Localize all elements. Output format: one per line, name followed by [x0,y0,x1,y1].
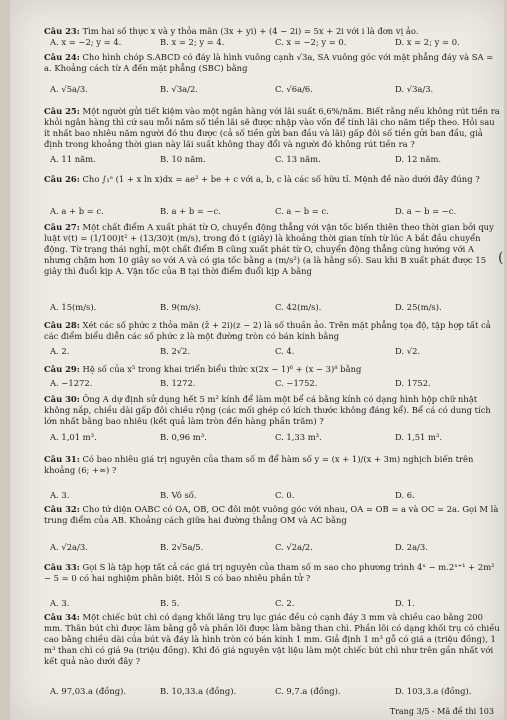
question-23: Câu 23: Tìm hai số thực x và y thỏa mãn (3x + yi) + (4 − 2i) = 5x + 2i với i là đơn vị ảo. [44,26,419,36]
option-c: C. −1752. [275,378,318,388]
option-c: C. 0. [275,490,295,500]
option-d: D. a − b = −c. [395,206,457,216]
option-a: A. 97,03.a (đồng). [50,686,127,696]
options-24 [50,84,500,95]
option-c: C. 9,7.a (đồng). [275,686,341,696]
options-31 [50,490,500,501]
question-31: Câu 31: Có bao nhiêu giá trị nguyên của tham số m để hàm số y = (x + 1)/(x + 3m) nghịch biến trên khoảng (6; +∞) ? [44,454,474,475]
option-d: D. 25(m/s). [395,302,442,312]
options-34 [50,686,500,697]
option-b: B. a + b = −c. [160,206,221,216]
options-32 [50,542,500,553]
option-b: B. 10 năm. [160,154,206,164]
option-a: A. 3. [50,598,70,608]
option-c: C. 1,33 m³. [275,432,322,442]
options-28 [50,346,500,357]
option-b: B. Vô số. [160,490,197,500]
option-c: C. 2. [275,598,295,608]
option-b: B. 0,96 m³. [160,432,207,442]
option-d: D. √3a/3. [395,84,434,94]
option-a: A. √5a/3. [50,84,88,94]
question-26: Câu 26: Cho ∫₁ᵉ (1 + x ln x)dx = ae² + be + c với a, b, c là các số hữu tỉ. Mệnh đề nào dưới đây đúng ? [44,174,480,184]
option-b: B. 5. [160,598,180,608]
option-b: B. x = 2; y = 4. [160,37,225,47]
option-b: B. 2√2. [160,346,191,356]
page-footer: Trang 3/5 - Mã đề thi 103 [389,707,494,716]
question-34: Câu 34: Một chiếc bút chì có dạng khối lăng trụ lục giác đều có cạnh đáy 3 mm và chiều cao bằng 200 mm. Thân bút chì được làm bằng gỗ và phần lõi được làm bằng than chì. Phần lõi có dạng khối trụ có chiều cao bằng chiều dài của bút và đáy là hình tròn có bán kính 1 mm. Giả định 1 m³ gỗ có giá a (triệu đồng), 1 m³ than chì có giá 9a (triệu đồng). Khi đó giá nguyên vật liệu làm một chiếc bút chì như trên gần nhất với kết quả nào dưới đây ? [44,612,500,666]
pen-mark: ( [498,250,504,266]
option-b: B. 10,33.a (đồng). [160,686,237,696]
option-a: A. 3. [50,490,70,500]
option-a: A. √2a/3. [50,542,88,552]
options-23 [50,37,500,48]
options-27 [50,302,500,313]
option-b: B. 9(m/s). [160,302,202,312]
options-30 [50,432,500,443]
option-c: C. 4. [275,346,295,356]
options-33 [50,598,500,609]
option-d: D. 1752. [395,378,431,388]
question-32: Câu 32: Cho tứ diện OABC có OA, OB, OC đôi một vuông góc với nhau, OA = OB = a và OC = 2a. Gọi M là trung điểm của AB. Khoảng cách giữa hai đường thẳng OM và AC bằng [44,504,499,525]
exam-page [10,0,504,720]
options-26 [50,206,500,217]
question-33: Câu 33: Gọi S là tập hợp tất cả các giá trị nguyên của tham số m sao cho phương trình 4ˣ − m.2ˣ⁺¹ + 2m² − 5 = 0 có hai nghiệm phân biệt. Hỏi S có bao nhiêu phần tử ? [44,562,495,583]
option-c: C. a − b = c. [275,206,329,216]
option-d: D. 6. [395,490,415,500]
option-b: B. 2√5a/5. [160,542,204,552]
option-c: C. √2a/2. [275,542,313,552]
option-a: A. x = −2; y = 4. [50,37,122,47]
option-d: D. √2. [395,346,421,356]
option-d: D. 1,51 m³. [395,432,443,442]
option-a: A. 1,01 m³. [50,432,97,442]
option-a: A. −1272. [50,378,93,388]
option-b: B. √3a/2. [160,84,198,94]
option-a: A. a + b = c. [50,206,104,216]
option-c: C. 13 năm. [275,154,321,164]
question-28: Câu 28: Xét các số phức z thỏa mãn (z̄ + 2i)(z − 2) là số thuần ảo. Trên mặt phẳng tọa độ, tập hợp tất cả các điểm biểu diễn các số phức z là một đường tròn có bán kính bằng [44,320,491,341]
option-a: A. 2. [50,346,70,356]
question-24: Câu 24: Cho hình chóp S.ABCD có đáy là hình vuông cạnh √3a, SA vuông góc với mặt phẳng đáy và SA = a. Khoảng cách từ A đến mặt phẳng (SBC) bằng [44,52,494,73]
option-d: D. x = 2; y = 0. [395,37,460,47]
option-d: D. 2a/3. [395,542,428,552]
options-29 [50,378,500,389]
option-c: C. 42(m/s). [275,302,322,312]
question-25: Câu 25: Một người gửi tiết kiệm vào một ngân hàng với lãi suất 6,6%/năm. Biết rằng nếu không rút tiền ra khỏi ngân hàng thì cứ sau mỗi năm số tiền lãi sẽ được nhập vào vốn để tính lãi cho năm tiếp theo. Hỏi sau ít nhất bao nhiêu năm người đó thu được (cả số tiền gửi ban đầu và lãi) gấp đôi số tiền gửi ban đầu, giả định trong khoảng thời gian này lãi suất không thay đổi và người đó không rút tiền ra ? [44,106,500,149]
question-29: Câu 29: Hệ số của x⁵ trong khai triển biểu thức x(2x − 1)⁶ + (x − 3)⁸ bằng [44,364,362,374]
option-a: A. 11 năm. [50,154,96,164]
option-c: C. √6a/6. [275,84,313,94]
options-25 [50,154,500,165]
option-b: B. 1272. [160,378,196,388]
option-d: D. 12 năm. [395,154,442,164]
option-c: C. x = −2; y = 0. [275,37,347,47]
question-27: Câu 27: Một chất điểm A xuất phát từ O, chuyển động thẳng với vận tốc biến thiên theo thời gian bởi quy luật v(t) = (1/100)t² + (13/30)t (m/s), trong đó t (giây) là khoảng thời gian tính từ lúc A bắt đầu chuyển động. Từ trạng thái nghỉ, một chất điểm B cũng xuất phát từ O, chuyển động thẳng cùng hướng với A nhưng chậm hơn 10 giây so với A và có gia tốc bằng a (m/s²) (a là hằng số). Sau khi B xuất phát được 15 giây thì đuổi kịp A. Vận tốc của B tại thời điểm đuổi kịp A bằng [44,222,494,276]
option-a: A. 15(m/s). [50,302,97,312]
option-d: D. 1. [395,598,415,608]
question-30: Câu 30: Ông A dự định sử dụng hết 5 m² kính để làm một bể cá bằng kính có dạng hình hộp chữ nhật không nắp, chiều dài gấp đôi chiều rộng (các mối ghép có kích thước không đáng kể). Bể cá có dung tích lớn nhất bằng bao nhiêu (kết quả làm tròn đến hàng phần trăm) ? [44,394,491,426]
option-d: D. 103,3.a (đồng). [395,686,472,696]
